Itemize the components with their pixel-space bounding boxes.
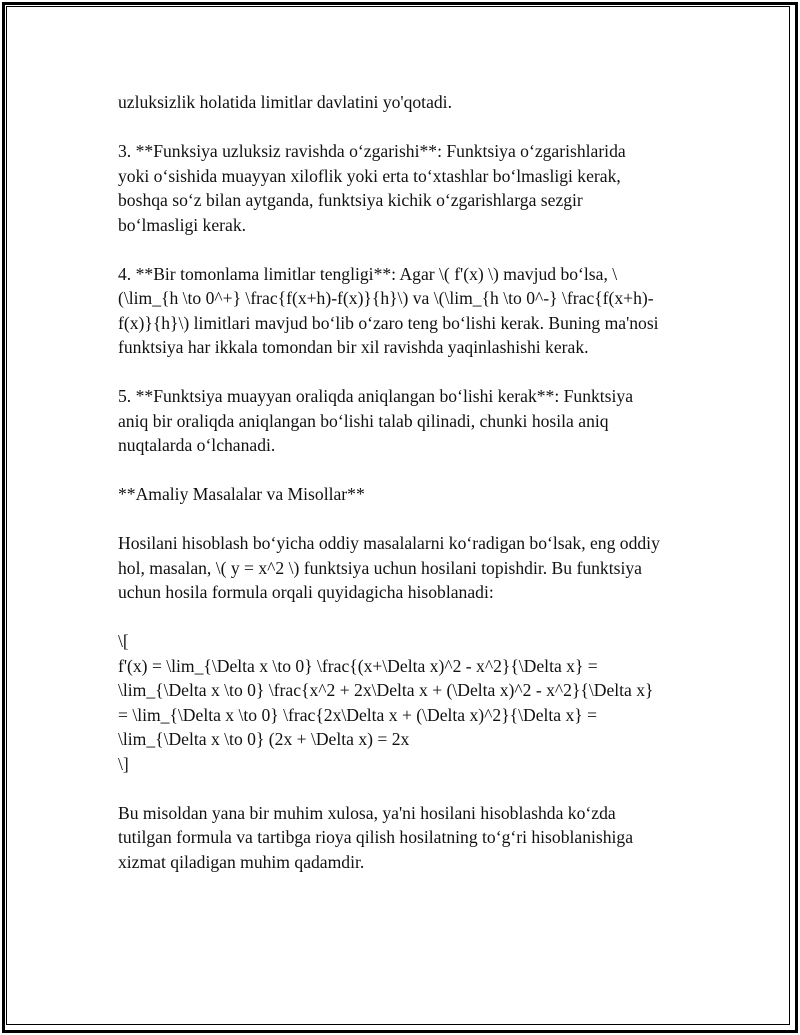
paragraph-intro-example: Hosilani hisoblash bo‘yicha oddiy masalalarni ko‘radigan bo‘lsak, eng oddiy hol, masalan, \( y = x^2 \) funktsiya uchun hosilani topishdir. Bu funktsiya uchun hosila formula orqali quyidagicha hisoblanadi: <box>118 533 660 602</box>
formula-block: \[ f'(x) = \lim_{\Delta x \to 0} \frac{(x+\Delta x)^2 - x^2}{\Delta x} = \lim_{\Delta x \to 0} \frac{x^2 + 2x\Delta x + (\Delta x)^2 - x^2}{\Delta x} = \lim_{\Delta x \to 0} \frac{2x\Delta x + (\Delta x)^2}{\Delta x} = \lim_{\Delta x \to 0} (2x + \Delta x) = 2x \] <box>118 631 654 774</box>
section-heading: **Amaliy Masalalar va Misollar** <box>118 484 365 504</box>
document-body <box>118 90 698 874</box>
paragraph-continuation: uzluksizlik holatida limitlar davlatini yo'qotadi. <box>118 92 452 112</box>
paragraph-item-3: 3. **Funksiya uzluksiz ravishda o‘zgarishi**: Funktsiya o‘zgarishlarida yoki o‘sishida muayyan xiloflik yoki erta to‘xtashlar bo‘lmasligi kerak, boshqa so‘z bilan aytganda, funktsiya kichik o‘zgarishlarga sezgir bo‘lmasligi kerak. <box>118 141 626 235</box>
paragraph-conclusion: Bu misoldan yana bir muhim xulosa, ya'ni hosilani hisoblashda ko‘zda tutilgan formula va tartibga rioya qilish hosilatning to‘g‘ri hisoblanishiga xizmat qiladigan muhim qadamdir. <box>118 802 634 872</box>
paragraph-item-5: 5. **Funktsiya muayyan oraliqda aniqlangan bo‘lishi kerak**: Funktsiya aniq bir oraliqda aniqlangan bo‘lishi talab qilinadi, chunki hosila aniq nuqtalarda o‘lchanadi. <box>118 386 634 455</box>
paragraph-item-4: 4. **Bir tomonlama limitlar tengligi**: Agar \( f'(x) \) mavjud bo‘lsa, \ (\lim_{h \to 0^+} \frac{f(x+h)-f(x)}{h}\) va \(\lim_{h \to 0^-} \frac{f(x+h)- f(x)}{h}\) limitlari mavjud bo‘lib o‘zaro teng bo‘lishi kerak. Buning ma'nosi funktsiya har ikkala tomondan bir xil ravishda yaqinlashishi kerak. <box>118 263 659 357</box>
